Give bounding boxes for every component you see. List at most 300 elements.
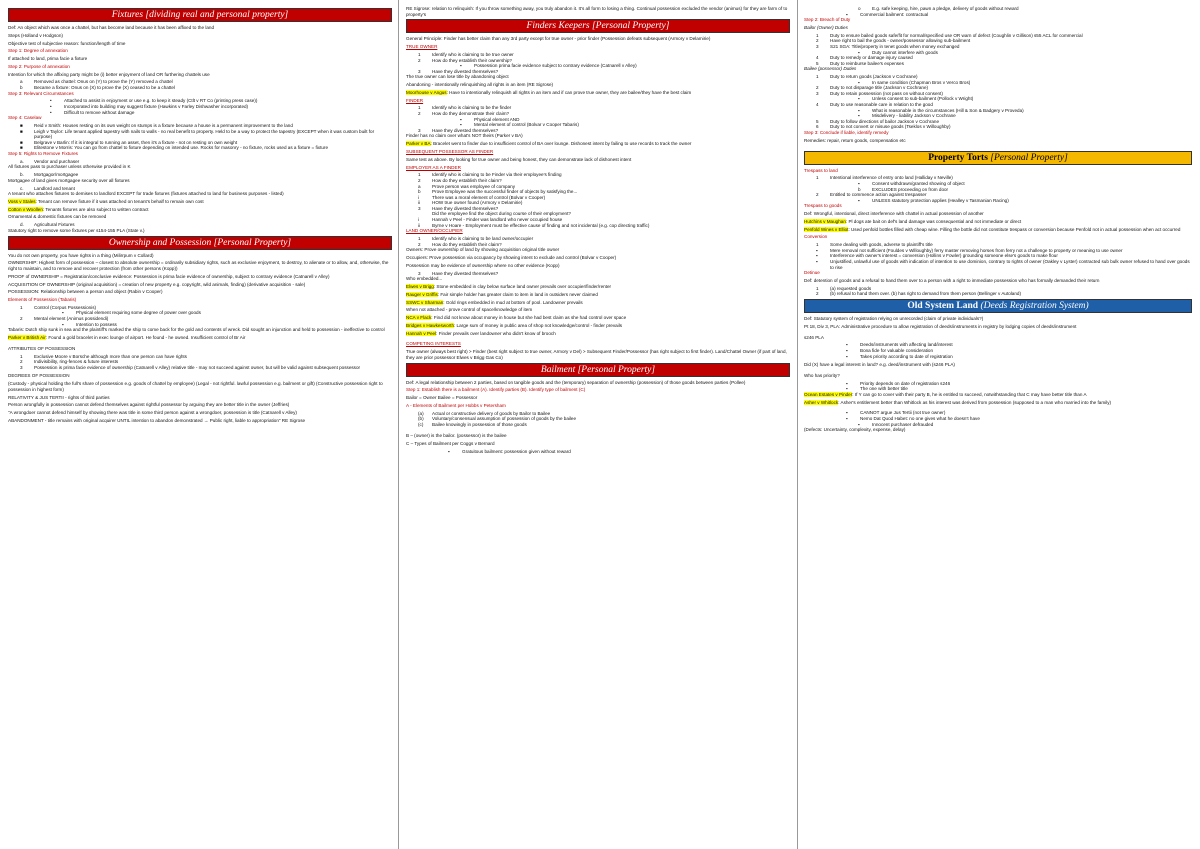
list-marker: ▪ bbox=[816, 253, 818, 259]
list-marker: b bbox=[418, 189, 421, 195]
section-heading-text: Old System Land bbox=[907, 300, 981, 311]
paragraph: SSWC v Sharman: Gold rings embedded in mud at bottom of pool. Landowner prevails bbox=[406, 299, 583, 305]
list-item-text: Have they divested themselves? bbox=[432, 270, 499, 276]
list-marker: ■ bbox=[20, 128, 23, 134]
list-item-text: Priority depends on date of registration s246 bbox=[860, 380, 951, 386]
list-marker: 1 bbox=[20, 304, 23, 310]
list-item-text: How do they demonstrate their claim? bbox=[432, 111, 510, 117]
list-item-text: Mortgagor/mortgagee bbox=[34, 172, 79, 178]
paragraph: Steps (Holland v Hodgson) bbox=[8, 32, 63, 38]
paragraph: Parker v BA: Bracelet went to finder due to insufficient control of BA over lounge. Dishonest intent by failing to use records to track the owner bbox=[406, 141, 692, 147]
paragraph: Bailee (possessor) Duties bbox=[804, 66, 857, 72]
paragraph: The true owner can lose title by abandoning object bbox=[406, 74, 509, 80]
list-item-text: Innocent purchaser defrauded bbox=[872, 421, 934, 427]
paragraph: s246 PLA bbox=[804, 334, 824, 340]
list-marker: ▪ bbox=[816, 259, 818, 265]
list-item-text: Duty to retain possession (not pass on without consent) bbox=[830, 90, 943, 96]
paragraph: "A wrongdoer cannot defend himself by showing there was title in some third person against a wrongdoer, possession is title (Catnarell v Alley) bbox=[8, 410, 297, 416]
subheading: Step 2: Purpose of annexation bbox=[8, 63, 70, 69]
paragraph: (Custody - physical holding the full's share of possession e.g. goods of chattel by employee) (Legal - not rightful. lawful possession e.g. bailment or gift) (Constructive possession right to possession in highest form) bbox=[8, 381, 383, 392]
list-marker: ▪ bbox=[846, 11, 848, 17]
list-marker: ii bbox=[418, 222, 421, 228]
list-item-text: Identify who is claiming to be Finder via their employee's finding bbox=[432, 172, 562, 178]
case-name: Penfold Wines v Elliot bbox=[804, 226, 849, 232]
list-marker: a bbox=[418, 183, 421, 189]
list-item-text: Belgrave v Barlin: If it is integral to running an asset, then it's a fixture - not on resting on own weight bbox=[34, 139, 238, 145]
paragraph: Def: A legal relationship between 2 parties, based on tangible goods and the (temporary) separation of ownership (possession) of those goods between parties (Pollee) bbox=[406, 379, 746, 385]
subheading: Step 1: Degree of annexation bbox=[8, 48, 68, 54]
list-marker: ▪ bbox=[460, 116, 462, 122]
list-marker: ▪ bbox=[858, 197, 860, 203]
paragraph: True owner (always best right) > Finder (best right subject to true owner, Armory v Del) > Subsequent Finder/Possessor (has right subject to first finder). Land/Chattel Owner (if part of land, they are prior possessor Elwes v Brigg Gas Co) bbox=[406, 349, 787, 360]
list-marker: ▪ bbox=[448, 449, 450, 455]
list-marker: ▪ bbox=[858, 180, 860, 186]
list-item-text: Intention to possess bbox=[76, 321, 117, 327]
paragraph: Pt 18, Div 3, PLA: Administrative procedure to allow registration of deeds/instruments in registry by lodging copies of deeds/instrument bbox=[804, 323, 1077, 329]
paragraph: If attached to land, prima facie a fixture bbox=[8, 56, 88, 62]
list-marker: ■ bbox=[20, 123, 23, 128]
paragraph: Parker v British Air: Found a gold bracelet in exec lounge of airport. He found - he owned. Insufficient control of Br Air bbox=[8, 335, 246, 341]
list-marker: • bbox=[50, 98, 52, 104]
case-name: Cotton v Woollen bbox=[8, 206, 43, 212]
list-item bbox=[804, 291, 1192, 297]
paragraph: Def: detention of goods and a refusal to hand them over to a person with a right to immediate possession who has formally demanded their return bbox=[804, 278, 1100, 283]
paragraph: Def: An object which was once a chattel, but has become land because it has been affixed to the land bbox=[8, 25, 215, 30]
case-name: Voss v Stales bbox=[8, 198, 36, 204]
paragraph: POSSESSION: Relationship between a person and object (Rabin v Cooper) bbox=[8, 289, 163, 295]
case-name: Moorhouse v Angus bbox=[406, 89, 447, 95]
subheading: SUBSEQUENT POSSESSOR AS FINDER bbox=[406, 148, 494, 154]
list-item-text: Duty to remedy or damage injury caused bbox=[830, 55, 913, 61]
list-item-text: Have they divested themselves? bbox=[432, 68, 499, 74]
list-marker: ▪ bbox=[816, 247, 818, 253]
paragraph: Statutory right to remove some fixtures per s154-155 PLA (State v.) bbox=[8, 227, 145, 233]
list-marker: b bbox=[858, 186, 861, 192]
list-item-text: Have they divested themselves? bbox=[432, 205, 499, 211]
list-marker: o bbox=[858, 6, 861, 11]
case-name: NCA v Flack bbox=[406, 315, 432, 321]
paragraph: Ocean Estates v Pinder: If Y can go to cover with their party B, he is entitled to succeed, notwithstanding that C may have better title than A bbox=[804, 391, 1087, 397]
paragraph: Penfold Wines v Elliot: Used penfold bottles filled with cheap wine. Filling the bottle did not constitute trespass or conversion because Penfold not in actual possession when act occurred bbox=[804, 226, 1181, 232]
list-item bbox=[804, 354, 1192, 360]
case-name: Hannah v Peel bbox=[406, 330, 437, 336]
list-item-text: Mental element (Animus possidendi) bbox=[34, 316, 109, 322]
list-item-text: Intentional interference of entry onto land (Halliday v Neville) bbox=[830, 175, 953, 181]
list-item-text: Consent withdrawn/granted showing of object bbox=[872, 180, 965, 186]
paragraph: Occupiers: Prove possession via occupancy by showing intent to exclude and control (Bolvar v Cooper) bbox=[406, 255, 617, 260]
subheading: Step 1: Establish there is a bailment (A). Identify parties (B). Identify type of bailment (C) bbox=[406, 387, 586, 393]
list-marker: 4 bbox=[816, 102, 819, 108]
list-item-text: Attached to assist in enjoyment or use e.g. to keep it steady (Ctlt v RT Co (printing press case)) bbox=[64, 98, 258, 104]
list-marker: 3 bbox=[20, 364, 23, 370]
case-name: Bridges v Hawkesworth bbox=[406, 322, 454, 328]
subheading: A - Elements of Bailment per Hobbs v Petersham bbox=[406, 402, 506, 408]
list-marker: 2 bbox=[418, 177, 421, 183]
list-item-text: Duty to return goods (Jackson v Cochrane) bbox=[830, 74, 918, 80]
list-item-text: Unless consent to sub-bailment (Pollock v Wright) bbox=[872, 96, 974, 102]
paragraph: Bailor = Owner Bailee = Possessor bbox=[406, 395, 478, 401]
list-item bbox=[406, 271, 790, 277]
section-heading-text: Finders Keepers [Personal Property] bbox=[526, 21, 670, 32]
list-marker: ■ bbox=[20, 145, 23, 151]
list-item-text: Identify who is claiming to be land owner/occupier bbox=[432, 236, 534, 242]
list-item-text: Nemo Dat Quod Habet: no one gives what he doesn't have bbox=[860, 416, 980, 421]
section-heading-subtitle: [Personal Property] bbox=[990, 152, 1068, 163]
paragraph: General Principle: Finder has better claim than any 3rd party except for true owner - prior finder (Possession defeats subsequent (Armory v Delamirie) bbox=[406, 36, 711, 42]
list-item-text: Bona fide for valuable consideration bbox=[860, 347, 934, 353]
paragraph: C – Types of Bailment per Coggs v Bernard bbox=[406, 441, 495, 447]
subheading: LAND OWNER/OCCUPIER bbox=[406, 228, 463, 234]
case-name: Ocean Estates v Pinder bbox=[804, 391, 853, 397]
list-item-text: Possession prima facie evidence subject to contrary evidence (Catnarell v Alley) bbox=[474, 63, 637, 69]
paragraph: Person wrongfully in possession cannot defend themselves against rightful possessor by arguing they are better title in the owner (Jeffries) bbox=[8, 402, 290, 408]
subheading: Detinue bbox=[804, 270, 820, 276]
paragraph: RE Sigrose: relation to relinquish: If you throw something away, you truly abandon it. It's all form to losing a thing. Continual possession excluded the vendor (animus) for they are farm of to property's bbox=[406, 6, 788, 17]
list-marker: 3 bbox=[418, 270, 421, 276]
list-item-text: Became a fixture: Onus on (X) to prove the (X) ceased to be a chattel bbox=[34, 85, 175, 91]
subheading: Trespass to goods bbox=[804, 203, 842, 209]
paragraph: A tenant who attaches fixtures to demises to landlord EXCEPT for trade fixtures (fixtures attached to land for business purposes - listed) bbox=[8, 191, 284, 197]
subheading: FINDER bbox=[406, 97, 424, 103]
list-item bbox=[804, 12, 1192, 18]
list-item-text: Removed as chattel: Onus on (Y) to prove the (Y) removed a chattel bbox=[34, 79, 173, 85]
list-item-text: Indivisibility, ring-fences & future interests bbox=[34, 359, 119, 365]
paragraph: Tabaris: Dutch ship sunk in sea and the plaintiff's marked the ship to come back for the gold and contents of wreck. Did sought an injunction and held to possession - ineffective to control bbox=[8, 327, 385, 333]
list-item-text: Duty to not disparage title (Jackson v Cochrane) bbox=[830, 85, 929, 91]
list-marker: 4 bbox=[816, 55, 819, 61]
list-marker: ▪ bbox=[846, 386, 848, 392]
list-marker: 1 bbox=[816, 74, 819, 80]
list-marker: 3 bbox=[418, 68, 421, 74]
list-item bbox=[8, 172, 392, 178]
list-item-text: EXCLUDES proceeding on from door bbox=[872, 186, 949, 192]
list-marker: i bbox=[418, 217, 420, 223]
list-marker: 1 bbox=[20, 353, 23, 359]
list-marker: ▪ bbox=[858, 96, 860, 102]
paragraph: Did (X) have a legal interest in land? e.g. deed/instrument with (s246 PLA) bbox=[804, 362, 955, 368]
paragraph: Mortgagee of land gives mortgagee security over all fixtures bbox=[8, 177, 130, 183]
paragraph: Moorhouse v Angus: Have to intentionally relinquish all rights in an item and if can prove true owner, they are bailee/they have the best claim bbox=[406, 89, 692, 95]
paragraph: You do not own property, you have rights in a thing (Milirrpum v Collard) bbox=[8, 252, 154, 258]
list-marker: ▪ bbox=[858, 421, 860, 427]
list-item-text: Physical element requiring some degree of power over goods bbox=[76, 310, 201, 316]
list-item-text: Identify who is claiming to be true owner bbox=[432, 51, 514, 57]
list-marker: 1 bbox=[418, 51, 421, 57]
list-item-text: Have right to bail the goods - owner/possessor allowing sub-bailment bbox=[830, 38, 971, 44]
subheading: Step 2: Breach of Duty bbox=[804, 17, 851, 23]
list-item-text: The one with better title bbox=[860, 386, 908, 392]
subheading: Step 4: Caselaw bbox=[8, 115, 42, 121]
section-heading bbox=[8, 8, 392, 22]
paragraph: Rauger v Griffis: Fair simple holder has greater claim to item in land in outsiders never claimed bbox=[406, 291, 598, 297]
list-item-text: Prove person was employee of company bbox=[432, 183, 515, 189]
list-marker: 2 bbox=[418, 111, 421, 117]
list-item-text: Duty to ensure bailed goods safe/fit for normal/specified use OR warn of defect (Coughlin v Gillison) s55 ACL for commercial bbox=[830, 32, 1083, 38]
paragraph: Bailor (Owner) Duties bbox=[804, 24, 848, 30]
list-marker: 6 bbox=[816, 124, 819, 130]
list-item-text: Exclusive Moore v Borsche although more than one person can have rights bbox=[34, 353, 187, 359]
list-marker: • bbox=[50, 109, 52, 115]
case-name: SSWC v Sharman bbox=[406, 299, 444, 305]
list-marker: 1 bbox=[418, 105, 421, 111]
list-marker: b bbox=[20, 85, 23, 91]
list-item-text: Physical element AND bbox=[474, 116, 520, 122]
list-marker: 5 bbox=[816, 60, 819, 66]
paragraph: Same test as above. By looking for true owner and being honest, they can demonstrate lack of dishonest intent bbox=[406, 156, 632, 162]
list-item bbox=[8, 110, 392, 116]
list-item-text: Some dealing with goods, adverse to plaintiff's title bbox=[830, 242, 933, 248]
case-name: Parker v British Air bbox=[8, 335, 46, 341]
paragraph: (Defects: Uncertainty, complexity, expense, delay) bbox=[804, 427, 906, 433]
list-marker: ▪ bbox=[846, 380, 848, 386]
list-marker: 1 bbox=[418, 236, 421, 242]
column-3 bbox=[804, 6, 1192, 844]
list-marker: d. bbox=[20, 222, 24, 228]
list-marker: ▪ bbox=[858, 113, 860, 119]
case-name: Rauger v Griffis bbox=[406, 291, 438, 297]
list-item-text: Duty to follow directions of bailor Jackson v Cochrane bbox=[830, 118, 940, 124]
list-item-text: What is reasonable in the circumstances (Hill & Son & Badgery v Proveda) bbox=[872, 107, 1024, 113]
paragraph: Voss v Stales: Tenant can remove fixture if it was attached on tenant's behalf to remain own cost bbox=[8, 198, 204, 204]
list-item-text: Incorporated into building may suggest fixture (Hawkins v Farley Dishwasher incorporated) bbox=[64, 104, 249, 110]
paragraph: Hutchins v Maughan: Pl dogs ate bait on def's land damage was consequential and not immediate or direct bbox=[804, 218, 1022, 224]
list-item-text: Voluntary/consensual assumption of possession of goods by the bailee bbox=[432, 416, 577, 422]
paragraph: DEGREES OF POSSESSION bbox=[8, 373, 70, 379]
section-heading-text: Ownership and Possession [Personal Property] bbox=[108, 237, 292, 248]
list-item bbox=[406, 449, 790, 455]
paragraph: Ornamental & domestic fixtures can be removed bbox=[8, 214, 107, 220]
list-item-text: S21 SGA: Title/property in tenet goods when money exchanged bbox=[830, 43, 960, 49]
list-item-text: There was a moral element of control (Bolvar v Cooper) bbox=[432, 194, 546, 200]
list-item-text: Duty cannot interfere with goods bbox=[872, 49, 938, 55]
list-item-text: In same condition (Chapman Bros v Verco Bros) bbox=[872, 79, 971, 85]
paragraph: Abandoning - intentionally relinquishing all rights in an item (RE Sigrose) bbox=[406, 82, 554, 88]
list-item-text: Vendor and purchaser bbox=[34, 158, 80, 164]
paragraph: Def: Statutory system of registration relying on unrecorded (claim of private individuals?) bbox=[804, 315, 984, 321]
subheading: Conversion bbox=[804, 234, 828, 240]
list-marker: 2 bbox=[816, 85, 819, 91]
list-item-text: UNLESS statutory protection applies (Healley v Tasmanian Racing) bbox=[872, 197, 1009, 203]
list-item bbox=[8, 365, 392, 371]
paragraph: RELATIVITY & JUS TERTII - rights of third parties bbox=[8, 394, 110, 400]
paragraph: PROOF of OWNERSHIP = Registration/conclusive evidence: Possession is prima facie evidence of ownership, subject to contrary evidence (Catnarell v Alley) bbox=[8, 273, 330, 279]
paragraph: Remedies: repair, return goods, compensation etc bbox=[804, 137, 906, 143]
list-marker: 2 bbox=[418, 57, 421, 63]
list-marker: 2 bbox=[816, 192, 819, 198]
subheading: Trespass to land bbox=[804, 167, 838, 173]
list-item-text: Did the employee find the object during course of their employment? bbox=[432, 211, 571, 217]
section-heading bbox=[406, 363, 790, 377]
list-marker: ii bbox=[418, 200, 421, 206]
section-heading-text: Bailment [Personal Property] bbox=[540, 364, 656, 375]
paragraph: Finder has no claim over what's NOT theirs (Parker v BA) bbox=[406, 133, 523, 139]
list-item bbox=[406, 422, 790, 428]
list-item-text: Duty to use reasonable care in relation to the good bbox=[830, 102, 933, 108]
list-item-text: Have they divested themselves? bbox=[432, 127, 499, 133]
list-item-text: Duty to reimburse bailee's expenses bbox=[830, 60, 904, 66]
list-marker: 1 bbox=[816, 285, 819, 291]
column-divider bbox=[797, 0, 798, 849]
subheading: Step 3: Conclude if liable, identify remedy bbox=[804, 130, 889, 136]
paragraph: ACQUISITION OF OWNERSHIP (original acquisition) = creation of new property e.g. copyright, wild animals, finding) (derivative acquisition - sale) bbox=[8, 281, 306, 287]
list-item bbox=[804, 61, 1192, 67]
list-item bbox=[406, 223, 790, 229]
list-item bbox=[8, 129, 392, 140]
paragraph: Hannah v Peel: Finder prevails over landowner who didn't know of brooch bbox=[406, 330, 556, 336]
subheading: EMPLOYER AS A FINDER bbox=[406, 164, 461, 170]
list-marker: (c) bbox=[418, 421, 424, 427]
list-marker: ■ bbox=[20, 139, 23, 145]
list-item-text: Commercial bailment: contractual bbox=[860, 11, 929, 17]
list-marker: 1 bbox=[816, 175, 819, 181]
list-item-text: Identify who is claiming to be the finder bbox=[432, 105, 512, 111]
list-item-text: Landlord and tenant bbox=[34, 185, 75, 191]
paragraph: All fixtures pass to purchaser unless otherwise provided in K bbox=[8, 164, 131, 170]
case-name: Hutchins v Maughan bbox=[804, 218, 846, 224]
list-marker: 3 bbox=[418, 127, 421, 133]
list-item-text: (b) refusal to hand them over. (b) has right to demand from them person (Bellinger v Autoland) bbox=[830, 291, 1021, 297]
subheading: Step 5: Rights to Remove Fixtures bbox=[8, 150, 78, 156]
column-2 bbox=[406, 6, 790, 844]
list-item-text: Gratuitous bailment: possession given without reward bbox=[462, 449, 571, 455]
section-heading bbox=[804, 299, 1192, 313]
section-heading-subtitle: (Deeds Registration System) bbox=[980, 300, 1089, 311]
subheading: Step 3: Relevant Circumstances bbox=[8, 90, 74, 96]
list-marker: 2 bbox=[20, 316, 23, 322]
list-item-text: CANNOT argue Jus Tertii (not true owner) bbox=[860, 410, 946, 416]
list-item-text: (a) requested goods bbox=[830, 285, 872, 291]
case-name: Parker v BA bbox=[406, 141, 431, 147]
list-marker: a. bbox=[20, 158, 24, 164]
list-marker: ▪ bbox=[846, 342, 848, 348]
list-item-text: Interference with owner's interest = conversion (Hollins v Fowler) grounding someone else's goods to make flour bbox=[830, 253, 1058, 259]
list-marker: ▪ bbox=[858, 49, 860, 55]
list-marker: (a) bbox=[418, 410, 424, 416]
section-heading bbox=[8, 236, 392, 250]
list-item-text: Entitled to commence action against trespasser bbox=[830, 192, 927, 198]
list-marker: 2 bbox=[816, 38, 819, 44]
section-heading-text: Property Torts bbox=[928, 152, 991, 163]
list-item-text: Control (Corpus Possessionis) bbox=[34, 304, 97, 310]
paragraph: NCA v Flack: Find did not know about money in house but she had best claim as she had control over space bbox=[406, 315, 627, 321]
list-item-text: Reid v Smith: Houses resting on its own weight on stumps is a fixture because a house is a permanent improvement to the land bbox=[34, 123, 293, 128]
list-marker: 3 bbox=[816, 90, 819, 96]
paragraph: Cotton v Woollen: Tenants fixtures are also subject to written contract bbox=[8, 206, 149, 212]
list-item-text: Prove Employee was the successful finder of objects by satisfying the... bbox=[432, 189, 578, 195]
list-marker: ▪ bbox=[846, 353, 848, 359]
column-1 bbox=[8, 6, 392, 844]
list-item-text: Bailee knowingly in possession of those goods bbox=[432, 421, 527, 427]
list-marker: ▪ bbox=[846, 347, 848, 353]
list-marker: ▪ bbox=[846, 410, 848, 416]
list-item bbox=[8, 85, 392, 91]
list-item-text: Mere removal not sufficient (Fouldes v Willoughby) ferry master removing horses from ferry not a challenge to property or meaning to use owner bbox=[830, 247, 1123, 253]
list-item-text: Hannah v Peel - Finder was landlord who never occupied house bbox=[432, 217, 563, 223]
list-item-text: Takes priority according to date of registration bbox=[860, 353, 953, 359]
paragraph: B – (owner) is the bailor. (possessor) is the bailee bbox=[406, 433, 507, 439]
list-item-text: Leigh v Taylor: Life tenant applied tapestry with nails to walls - no real benefit to property. Held to be a way to protect the tapestry (EXCEPT when it was custom built for purpose) bbox=[34, 128, 375, 140]
subheading: Elements of Possession (Tabaris) bbox=[8, 297, 77, 303]
paragraph: Asher v Whitlock: Asher's entitlement better than Whitlock as his interest was derived from possession (supposed to a man who married into the family) bbox=[804, 399, 1112, 405]
list-item-text: Agricultural Fixtures bbox=[34, 222, 75, 228]
section-heading bbox=[804, 151, 1192, 165]
paragraph: Elwes v Brigg: Stone embedded in clay below surface land owner prevails over occupier/finder/renter bbox=[406, 283, 612, 289]
list-marker: 1 bbox=[418, 172, 421, 178]
subheading: COMPETING INTERESTS bbox=[406, 341, 461, 347]
list-marker: 3 bbox=[816, 43, 819, 49]
list-item-text: Difficult to remove without damage bbox=[64, 109, 135, 115]
list-marker: 1 bbox=[816, 32, 819, 38]
list-marker: 5 bbox=[816, 118, 819, 124]
section-heading bbox=[406, 19, 790, 33]
list-marker: 2 bbox=[816, 291, 819, 297]
paragraph: When not attached - prove control of space/knowledge of item bbox=[406, 307, 533, 313]
list-item-text: Deeds/instruments with affecting land/interest bbox=[860, 342, 953, 348]
list-item-text: Misdelivery - liability Jackson v Cochrane bbox=[872, 113, 956, 119]
list-item-text: E.g. safe keeping, hire, pawn a pledge, delivery of goods without reward bbox=[872, 6, 1019, 11]
list-marker: 2 bbox=[20, 359, 23, 365]
list-marker: ▪ bbox=[846, 416, 848, 421]
paragraph: Def: Wrongful, intentional, direct interference with chattel in actual possession of another bbox=[804, 211, 984, 217]
paragraph: Bridges v Hawkesworth: Large sum of money in public area of shop not knowledge/control - finder prevails bbox=[406, 322, 623, 328]
list-item bbox=[804, 259, 1192, 270]
list-item-text: How do they establish their claim? bbox=[432, 241, 502, 247]
list-item-text: Byrne v Hoare - Employment must be effective cause of finding and not incidental (e.g. cop directing traffic) bbox=[432, 222, 650, 228]
list-marker: ▪ bbox=[460, 63, 462, 69]
case-name: Elwes v Brigg bbox=[406, 283, 434, 289]
paragraph: Who has priority? bbox=[804, 372, 840, 378]
paragraph: Objective test of subjective reason: function/length of time bbox=[8, 40, 126, 46]
list-item-text: Mental element of control (Bolvar v Cooper Tabaris) bbox=[474, 122, 579, 128]
column-divider bbox=[398, 0, 399, 849]
list-item-text: Elitestone v Morris: You can go from chattel to fixture depending on intended use. Rocks for masonry - no fixture, rocks used as a fixture = fixture bbox=[34, 145, 329, 151]
subheading: TRUE OWNER bbox=[406, 44, 438, 50]
paragraph: ATTRIBUTES OF POSSESSION bbox=[8, 345, 76, 351]
list-item bbox=[804, 198, 1192, 204]
list-item-text: HOW true owner found (Armory v Delamirie) bbox=[432, 200, 523, 206]
list-marker: • bbox=[50, 104, 52, 110]
section-heading-text: Fixtures [dividing real and personal property] bbox=[111, 10, 289, 20]
list-marker: ▪ bbox=[460, 122, 462, 128]
paragraph: ABANDONMENT - title remains with original acquirer UNTIL intention to abandon demonstrated → Public right, liable to appropriation" RE Sigrose bbox=[8, 417, 306, 423]
list-item-text: How do they establish their ownership? bbox=[432, 57, 512, 63]
paragraph: Intention for which the affixing party might be (i) better enjoyment of land OR furthering chattels use bbox=[8, 71, 210, 77]
list-marker: b. bbox=[20, 172, 24, 178]
case-name: Asher v Whitlock bbox=[804, 399, 839, 405]
list-item-text: Actual or constructive delivery of goods by Bailor to Bailee bbox=[432, 410, 551, 416]
list-marker: c. bbox=[20, 185, 24, 191]
list-marker: 2 bbox=[418, 241, 421, 247]
list-marker: a bbox=[20, 79, 23, 85]
spacer bbox=[804, 146, 1192, 149]
list-marker: i bbox=[418, 194, 420, 200]
list-marker: (b) bbox=[418, 416, 424, 422]
list-marker: ▪ bbox=[858, 107, 860, 113]
paragraph: Who embedded... bbox=[406, 276, 443, 282]
list-marker: ▪ bbox=[858, 79, 860, 85]
list-marker: ▪ bbox=[62, 321, 64, 327]
list-item-text: Possession is prima facie evidence of ownership (Catnarell v Alley) relative title - may not succeed against owner, but will be valid against subsequent possessor bbox=[34, 364, 361, 370]
paragraph: Owners: Prove ownership of land by showing acquisition original title owner bbox=[406, 247, 560, 253]
paragraph: Possession may be evidence of ownership where no other evidence (Kopp) bbox=[406, 262, 560, 268]
paragraph: OWNERSHIP: Highest form of possession – closest to absolute ownership = ordinarily subsidiary rights, such as exclusive enjoyment, to destroy, to alienate or to allow, and, otherwise, the right to maintain, and to remove and recover protection (from other persons (Kopp)) bbox=[8, 260, 389, 271]
list-item-text: Unjustified, unlawful use of goods with indication of intention to use dominion, contrary to rights of owner (Oakley v Lyster) contracted sub bulk owner refused to hand over goods to rise bbox=[830, 259, 1190, 270]
list-item-text: How do they establish their claim? bbox=[432, 177, 502, 183]
list-item bbox=[8, 222, 392, 228]
list-marker: 1 bbox=[816, 242, 819, 248]
list-marker: 3 bbox=[418, 205, 421, 211]
list-item-text: Duty to not convert or misuse goods (Tseklos v Willoughby) bbox=[830, 124, 951, 130]
